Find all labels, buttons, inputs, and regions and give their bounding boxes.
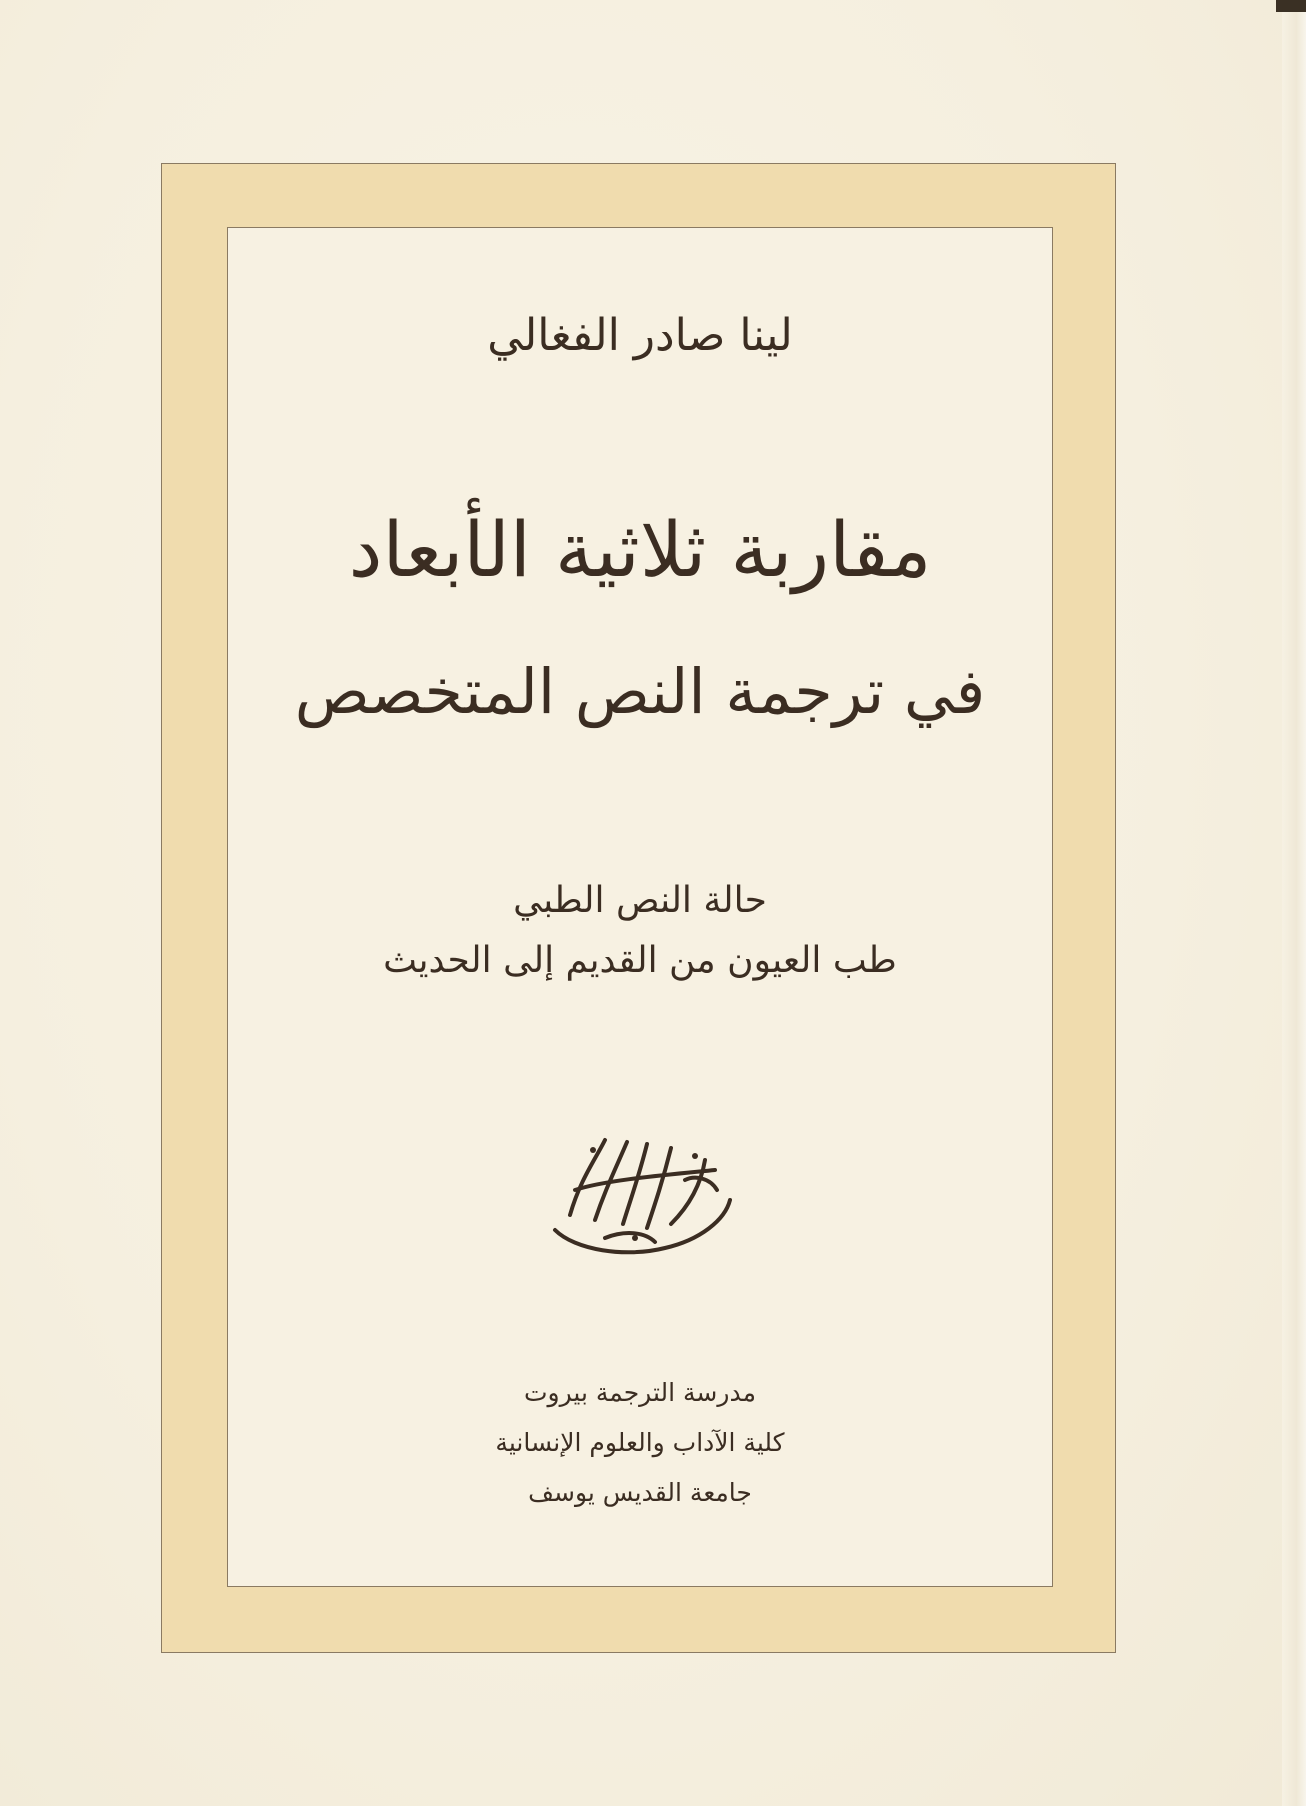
- subtitle-line-2: طب العيون من القديم إلى الحديث: [383, 940, 897, 981]
- institution-school: مدرسة الترجمة بيروت: [524, 1378, 756, 1407]
- author-name: لينا صادر الفغالي: [487, 310, 793, 361]
- scan-edge: [1282, 0, 1306, 1806]
- calligraphy-logo-icon: [535, 1120, 745, 1260]
- institution-university: جامعة القديس يوسف: [528, 1478, 752, 1507]
- book-title-line-2: في ترجمة النص المتخصص: [294, 655, 986, 728]
- book-title-line-1: مقاربة ثلاثية الأبعاد: [348, 505, 932, 594]
- scan-corner: [1276, 0, 1306, 12]
- subtitle-line-1: حالة النص الطبي: [513, 880, 767, 921]
- institution-faculty: كلية الآداب والعلوم الإنسانية: [495, 1428, 785, 1457]
